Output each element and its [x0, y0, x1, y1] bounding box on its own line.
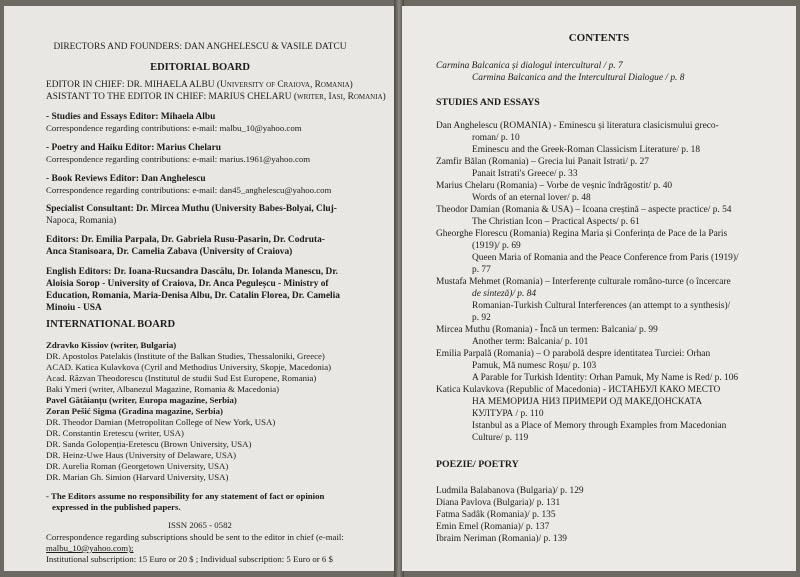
toc-entry: Words of an eternal lover/ p. 48: [472, 193, 591, 203]
intl-member: DR. Apostolos Patelakis (Institute of the Balkan Studies, Thessaloniki, Greece): [46, 351, 325, 361]
toc-entry: Zamfir Bălan (Romania) – Grecia lui Panait Istrati/ p. 27: [436, 157, 649, 167]
right-page-contents: [402, 6, 796, 571]
subscriptions-line-1: Correspondence regarding subscriptions should be sent to the editor in chief (e-mail:: [46, 532, 344, 542]
toc-entry: (1919)/ p. 69: [472, 241, 521, 251]
editors-line-1: Editors: Dr. Emilia Parpala, Dr. Gabriela Rusu-Pasarin, Dr. Codruta-: [46, 235, 325, 245]
disclaimer: - The Editors assume no responsibility for any statement of fact or opinion: [46, 491, 325, 501]
poetry-correspondence: Correspondence regarding contributions: e-mail: marius.1961@yahoo.com: [46, 154, 311, 164]
left-page-masthead: [4, 6, 396, 571]
studies-editor: - Studies and Essays Editor: Mihaela Albu: [46, 112, 216, 122]
specialist-consultant-cont: Napoca, Romania): [46, 216, 117, 226]
toc-entry: Dan Anghelescu (ROMANIA) - Eminescu și literatura clasicismului greco-: [436, 121, 719, 131]
editorial-board-title: EDITORIAL BOARD: [150, 62, 250, 73]
intl-member: Baki Ymeri (writer, Albanezul Magazine, Romania & Macedonia): [46, 384, 280, 394]
english-editors-1: English Editors: Dr. Ioana-Rucsandra Dascălu, Dr. Iolanda Manescu, Dr.: [46, 267, 338, 277]
editors-line-2: Anca Stanisoara, Dr. Camelia Zabava (University of Craiova): [46, 247, 293, 257]
studies-correspondence: Correspondence regarding contributions: e-mail: malbu_10@yahoo.com: [46, 123, 302, 133]
toc-entry: Marius Chelaru (Romania) – Vorbe de veșnic îndrăgostit/ p. 40: [436, 181, 673, 191]
book-reviews-editor: - Book Reviews Editor: Dan Anghelescu: [46, 174, 206, 184]
issn: ISSN 2065 - 0582: [168, 520, 232, 530]
toc-entry: p. 92: [472, 313, 491, 323]
intl-member: DR. Marian Gh. Simion (Harvard University, USA): [46, 472, 229, 482]
toc-entry: Mustafa Mehmet (Romania) – Interferențe culturale româno-turce (o încercare: [436, 277, 731, 287]
poetry-entry: Ludmila Balabanova (Bulgaria)/ p. 129: [436, 486, 584, 496]
toc-entry: Katica Kulavkova (Republic of Macedonia) - ИСТАНБУЛ КАКО МЕСТО: [436, 385, 721, 395]
intl-member: ACAD. Katica Kulavkova (Cyril and Methodius University, Skopje, Macedonia): [46, 362, 332, 372]
poetry-entry: Fatma Sadâk (Romania)/ p. 135: [436, 510, 556, 520]
toc-entry: p. 77: [472, 265, 491, 275]
contents-title: CONTENTS: [568, 32, 630, 44]
toc-entry: Theodor Damian (Romania & USA) – Icoana creștină – aspecte practice/ p. 54: [436, 205, 732, 215]
toc-entry: roman/ p. 10: [472, 133, 520, 143]
toc-entry: НА МЕМОРИЈА НИЗ ПРИМЕРИ ОД МАКЕДОНСКАТА: [472, 397, 703, 407]
toc-entry: Romanian-Turkish Cultural Interferences (an attempt to a synthesis)/: [472, 301, 731, 311]
english-editors-3: Education, Romania, Maria-Denisa Albu, Dr. Catalin Florea, Dr. Camelia: [46, 291, 340, 301]
toc-entry: Culture/ p. 119: [472, 433, 529, 443]
toc-entry: A Parable for Turkish Identity: Orhan Pamuk, My Name is Red/ p. 106: [472, 373, 739, 383]
intro-en: Carmina Balcanica and the Intercultural Dialogue / p. 8: [472, 73, 685, 83]
toc-entry: Emilia Parpală (Romania) – O parabolă despre identitatea Turciei: Orhan: [436, 349, 711, 359]
poetry-entry: Ibraim Neriman (Romania)/ p. 139: [436, 534, 567, 544]
toc-entry: Eminescu and the Greek-Roman Classicism Literature/ p. 18: [472, 145, 701, 155]
intl-member: Pavel Gătăianțu (writer, Europa magazine, Serbia): [46, 395, 237, 405]
intl-member: DR. Theodor Damian (Metropolitan College of New York, USA): [46, 417, 276, 427]
toc-entry: Gheorghe Florescu (Romania) Regina Maria și Conferința de Pace de la Paris: [436, 229, 728, 239]
toc-entry: de sinteză)/ p. 84: [472, 289, 537, 299]
intl-member: Acad. Răzvan Theodorescu (Institutul de studii Sud Est Europene, Romania): [46, 373, 317, 383]
editor-in-chief: EDITOR IN CHIEF: DR. MIHAELA ALBU (University of Craiova, Romania): [46, 80, 353, 90]
subscriptions-prices: Institutional subscription: 15 Euro or 20 $ ; Individual subscription: 5 Euro or 6 $: [46, 554, 333, 564]
toc-entry: Panait Istrati's Greece/ p. 33: [472, 169, 578, 179]
directors-line: DIRECTORS AND FOUNDERS: DAN ANGHELESCU & VASILE DATCU: [53, 42, 347, 52]
english-editors-2: Aloisia Sorop - University of Craiova, Dr. Anca Peguleșcu - Ministry of: [46, 279, 329, 289]
intl-member: DR. Sanda Golopenția-Eretescu (Brown University, USA): [46, 439, 252, 449]
poetry-editor: - Poetry and Haiku Editor: Marius Chelaru: [46, 143, 221, 153]
studies-essays-title: STUDIES AND ESSAYS: [436, 97, 540, 108]
international-board-title: INTERNATIONAL BOARD: [46, 319, 176, 330]
toc-entry: Another term: Balcania/ p. 101: [472, 337, 589, 347]
disclaimer-cont: expressed in the published papers.: [52, 502, 181, 512]
specialist-consultant: Specialist Consultant: Dr. Mircea Muthu (University Babes-Bolyai, Cluj-: [46, 204, 337, 214]
intl-member: Zoran Pešić Sigma (Gradina magazine, Serbia): [46, 406, 223, 416]
intl-member: DR. Heinz-Uwe Haus (University of Delaware, USA): [46, 450, 237, 460]
toc-entry: The Christian Icon – Practical Aspects/ p. 61: [472, 217, 640, 227]
book-correspondence: Correspondence regarding contributions: e-mail: dan45_anghelescu@yahoo.com: [46, 185, 332, 195]
toc-entry: Istanbul as a Place of Memory through Examples from Macedonian: [472, 421, 727, 431]
intro-ro: Carmina Balcanica și dialogul intercultural / p. 7: [436, 61, 623, 71]
english-editors-4: Minoiu - USA: [46, 303, 102, 313]
intl-member: DR. Aurelia Roman (Georgetown University, USA): [46, 461, 229, 471]
intl-member: Zdravko Kissiov (writer, Bulgaria): [46, 340, 177, 350]
toc-entry: Mircea Muthu (Romania) - Încă un termen: Balcania/ p. 99: [436, 325, 658, 335]
poetry-entry: Emin Emel (Romania)/ p. 137: [436, 522, 550, 532]
toc-entry: Pamuk, Mă numesc Roșu/ p. 103: [472, 361, 597, 371]
intl-member: DR. Constantin Eretescu (writer, USA): [46, 428, 184, 438]
poetry-title: POEZIE/ POETRY: [436, 459, 519, 470]
poetry-entry: Diana Pavlova (Bulgaria)/ p. 131: [436, 498, 561, 508]
subscriptions-email: malbu_10@yahoo.com);: [46, 543, 134, 553]
toc-entry: Queen Maria of Romania and the Peace Conference from Paris (1919)/: [472, 253, 739, 263]
toc-entry: КУЛТУРА / p. 110: [472, 409, 544, 419]
assistant-editor: ASISTANT TO THE EDITOR IN CHIEF: MARIUS CHELARU (writer, Iasi, Romania): [46, 92, 386, 102]
